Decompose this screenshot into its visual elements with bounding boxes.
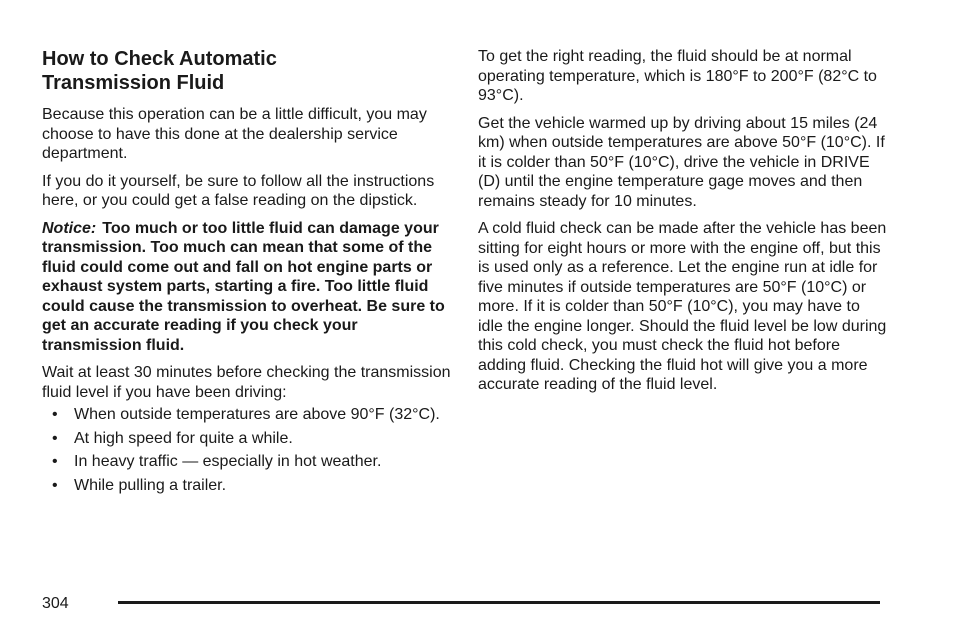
bullet-icon: • — [52, 453, 58, 470]
bullet-icon: • — [52, 406, 58, 423]
list-item-text: At high speed for quite a while. — [74, 429, 293, 447]
list-item — [42, 452, 452, 472]
cold-check-paragraph: A cold fluid check can be made after the vehicle has been sitting for eight hours or more with the engine off, but this is used only as a reference. Let the engine run at idle for five minutes if outside temperatures are 50°F (10°C) or more. If it is colder than 50°F (10°C), you may have to idle the engine longer. Should the fluid level be low during this cold check, you must check the fluid hot before adding fluid. Checking the fluid hot will give you a more accurate reading of the fluid level. — [478, 220, 887, 393]
section-heading: How to Check Automatic Transmission Fluid — [42, 48, 277, 94]
notice-block — [42, 219, 452, 356]
right-reading-paragraph: To get the right reading, the fluid should be at normal operating temperature, which is 180°F to 200°F (82°C to 93°C). — [478, 48, 877, 104]
list-item — [42, 476, 452, 496]
warm-up-paragraph: Get the vehicle warmed up by driving about 15 miles (24 km) when outside temperatures are above 50°F (10°C). If it is colder than 50°F (10°C), drive the vehicle in DRIVE (D) until the engine temperature gage moves and then remains steady for 10 minutes. — [478, 114, 885, 210]
follow-instructions-paragraph: If you do it yourself, be sure to follow all the instructions here, or you could get a false reading on the dipstick. — [42, 172, 435, 209]
right-column — [478, 47, 888, 403]
page-number: 304 — [42, 595, 69, 612]
bullet-icon: • — [52, 476, 58, 494]
intro-paragraph: Because this operation can be a little difficult, you may choose to have this done at the dealership service department. — [42, 106, 427, 162]
list-item-text: In heavy traffic — especially in hot weather. — [74, 453, 382, 470]
wait-paragraph: Wait at least 30 minutes before checking the transmission fluid level if you have been driving: — [42, 364, 451, 401]
conditions-list — [42, 405, 452, 495]
bullet-icon: • — [52, 429, 58, 447]
notice-label: Notice: — [42, 219, 97, 237]
notice-text: Too much or too little fluid can damage your transmission. Too much can mean that some of the fluid could come out and fall on hot engine parts or exhaust system parts, starting a fire. Too little fluid could cause the transmission to overheat. Be sure to get an accurate reading if you check your transmission fluid. — [42, 219, 445, 354]
list-item — [42, 429, 452, 449]
list-item-text: When outside temperatures are above 90°F (32°C). — [74, 406, 440, 423]
list-item — [42, 405, 452, 425]
footer-rule — [118, 601, 880, 604]
list-item-text: While pulling a trailer. — [74, 476, 227, 494]
left-column — [42, 47, 452, 499]
